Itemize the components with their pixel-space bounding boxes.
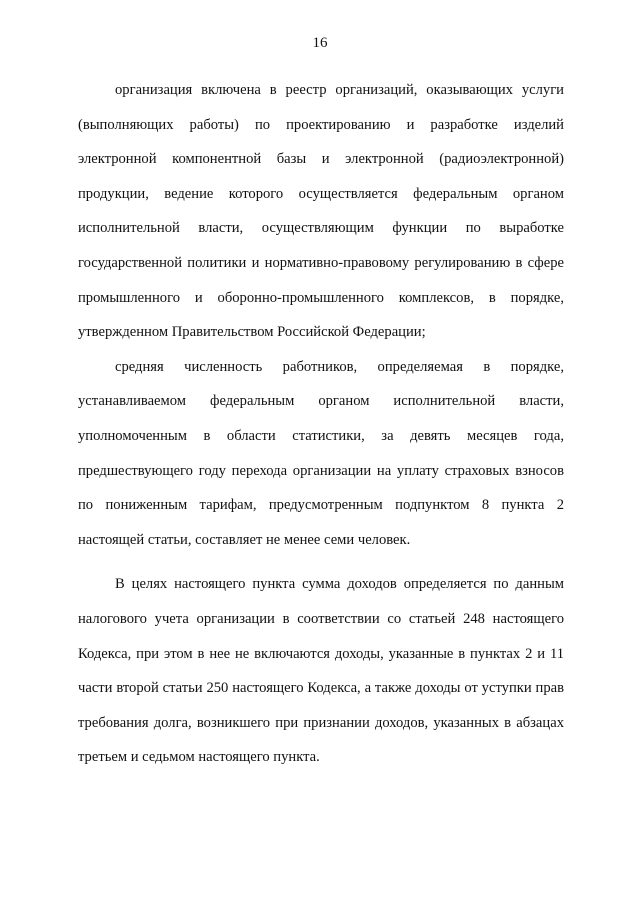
document-body xyxy=(78,73,564,775)
paragraph-registry-condition: организация включена в реестр организаций, оказывающих услуги (выполняющих работы) по проектированию и разработке изделий электронной компонентной базы и электронной (радиоэлектронной) продукции, ведение которого осуществляется федеральным органом исполнительной власти, осуществляющим функции по выработке государственной политики и нормативно-правовому регулированию в сфере промышленного и оборонно-промышленного комплексов, в порядке, утвержденном Правительством Российской Федерации; xyxy=(78,82,564,341)
paragraph-headcount-condition: средняя численность работников, определяемая в порядке, устанавливаемом федеральным органом исполнительной власти, уполномоченным в области статистики, за девять месяцев года, предшествующего году перехода организации на уплату страховых взносов по пониженным тарифам, предусмотренным подпунктом 8 пункта 2 настоящей статьи, составляет не менее семи человек. xyxy=(78,358,564,548)
page-number: 16 xyxy=(312,35,328,51)
paragraph-income-definition: В целях настоящего пункта сумма доходов определяется по данным налогового учета организации в соответствии со статьей 248 настоящего Кодекса, при этом в нее не включаются доходы, указанные в пунктах 2 и 11 части второй статьи 250 настоящего Кодекса, а также доходы от уступки прав требования долга, возникшего при признании доходов, указанных в абзацах третьем и седьмом настоящего пункта. xyxy=(78,576,564,766)
